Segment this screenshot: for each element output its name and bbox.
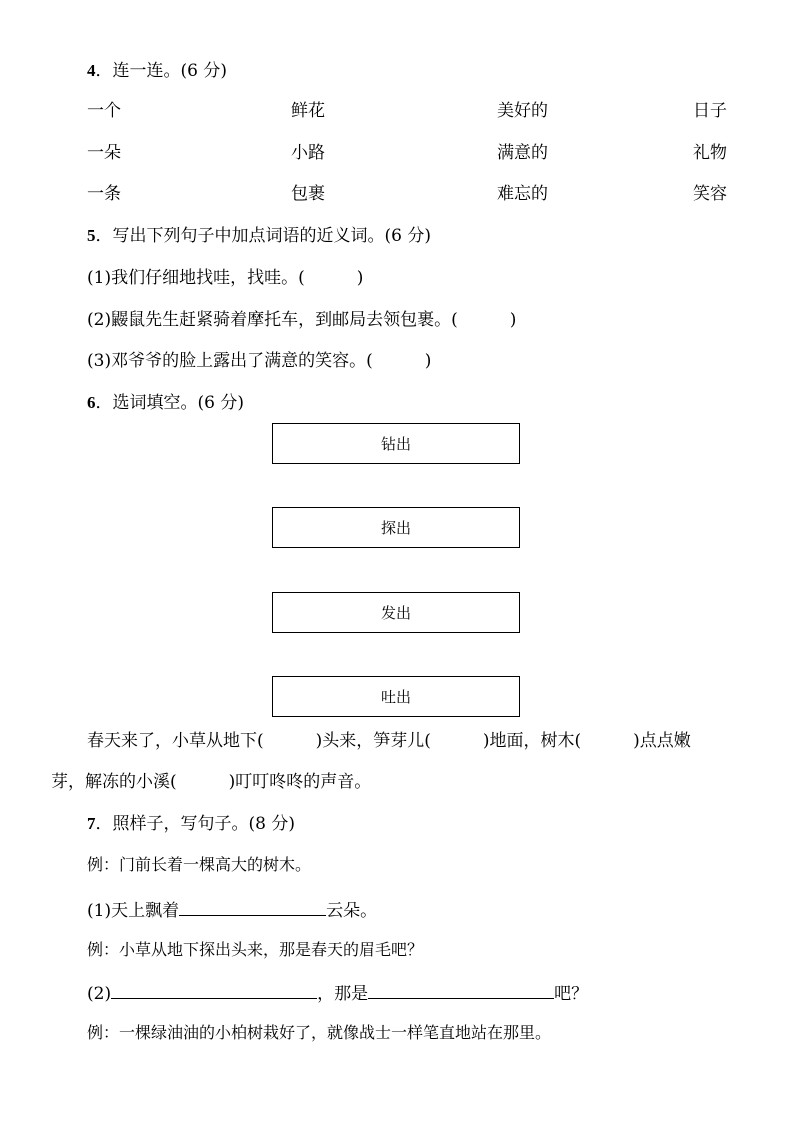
q7-item-2-prefix: (2) [87, 984, 112, 1004]
q5-item-1-text: (1)我们仔细地找哇，找哇。( [87, 268, 305, 288]
q6-number: 6 [87, 393, 96, 412]
q4-row2-col4: 礼物 [693, 143, 727, 163]
q6-option-4: 吐出 [380, 688, 411, 706]
q7-item-1 [87, 897, 377, 922]
q6-option-box-2 [272, 507, 520, 548]
q4-row2-col2: 小路 [291, 143, 325, 163]
q6-para-seg-1: 春天来了，小草从地下( [87, 731, 264, 751]
q6-paragraph-line-1 [87, 730, 691, 752]
q4-row1-col2: 鲜花 [291, 101, 325, 121]
q4-row1-col4: 日子 [693, 101, 727, 121]
q6-title-text: ．选词填空。(6 分) [95, 393, 244, 413]
q5-item-1 [87, 267, 363, 289]
q4-row1-col3: 美好的 [497, 101, 548, 121]
q4-row3-col2: 包裹 [291, 184, 325, 204]
q7-example-2: 例：小草从地下探出头来，那是春天的眉毛吧？ [87, 940, 424, 959]
q4-row1-col1: 一个 [87, 101, 121, 121]
q7-item-2-mid: ，那是 [317, 984, 369, 1004]
q5-title [87, 225, 431, 247]
q7-item-1-prefix: (1)天上飘着 [87, 901, 180, 921]
q5-item-2-close: ) [509, 310, 517, 330]
q5-item-1-close: ) [356, 268, 364, 288]
q5-item-2-text: (2)鼹鼠先生赶紧骑着摩托车，到邮局去领包裹。( [87, 310, 458, 330]
q6-para-seg-3: )地面，树木( [482, 731, 582, 751]
q7-item-1-blank[interactable] [179, 897, 326, 916]
q5-item-3-text: (3)邓爷爷的脸上露出了满意的笑容。( [87, 351, 373, 371]
q5-item-2 [87, 309, 516, 331]
q6-option-3: 发出 [380, 604, 411, 622]
q4-row2-col1: 一朵 [87, 143, 121, 163]
q6-para-seg-5: 芽，解冻的小溪( [51, 772, 177, 792]
q6-option-box-3 [272, 592, 520, 633]
q5-item-3-close: ) [424, 351, 432, 371]
q7-number: 7 [87, 814, 96, 833]
q6-para-seg-6: )叮叮咚咚的声音。 [228, 772, 372, 792]
q4-row2-col3: 满意的 [497, 143, 548, 163]
q5-item-3 [87, 350, 431, 372]
q6-option-box-1 [272, 423, 520, 464]
q6-para-seg-4: )点点嫩 [633, 731, 691, 751]
q4-row3-col4: 笑容 [693, 184, 727, 204]
q7-example-1: 例：门前长着一棵高大的树木。 [87, 855, 312, 874]
q6-paragraph-line-2 [51, 771, 371, 793]
q7-item-2-blank-2[interactable] [368, 980, 554, 999]
q7-title-text: ．照样子，写句子。(8 分) [95, 814, 295, 834]
q4-title [87, 60, 227, 82]
q7-title [87, 813, 295, 835]
q5-number: 5 [87, 226, 96, 245]
q4-title-text: ．连一连。(6 分) [95, 61, 227, 81]
q7-item-2-blank-1[interactable] [111, 980, 317, 999]
q4-row3-col3: 难忘的 [497, 184, 548, 204]
q6-option-box-4 [272, 676, 520, 717]
q7-item-2-suffix: 吧？ [554, 984, 589, 1004]
q7-item-2 [87, 980, 588, 1005]
q6-option-1: 钻出 [380, 435, 411, 453]
q6-para-seg-2: )头来，笋芽儿( [315, 731, 431, 751]
q6-option-2: 探出 [380, 519, 411, 537]
q7-item-1-suffix: 云朵。 [326, 901, 378, 921]
q7-example-3: 例：一棵绿油油的小柏树栽好了，就像战士一样笔直地站在那里。 [87, 1023, 552, 1042]
q4-row3-col1: 一条 [87, 184, 121, 204]
q5-title-text: ．写出下列句子中加点词语的近义词。(6 分) [95, 226, 431, 246]
q4-number: 4 [87, 61, 96, 80]
q6-title [87, 392, 244, 414]
